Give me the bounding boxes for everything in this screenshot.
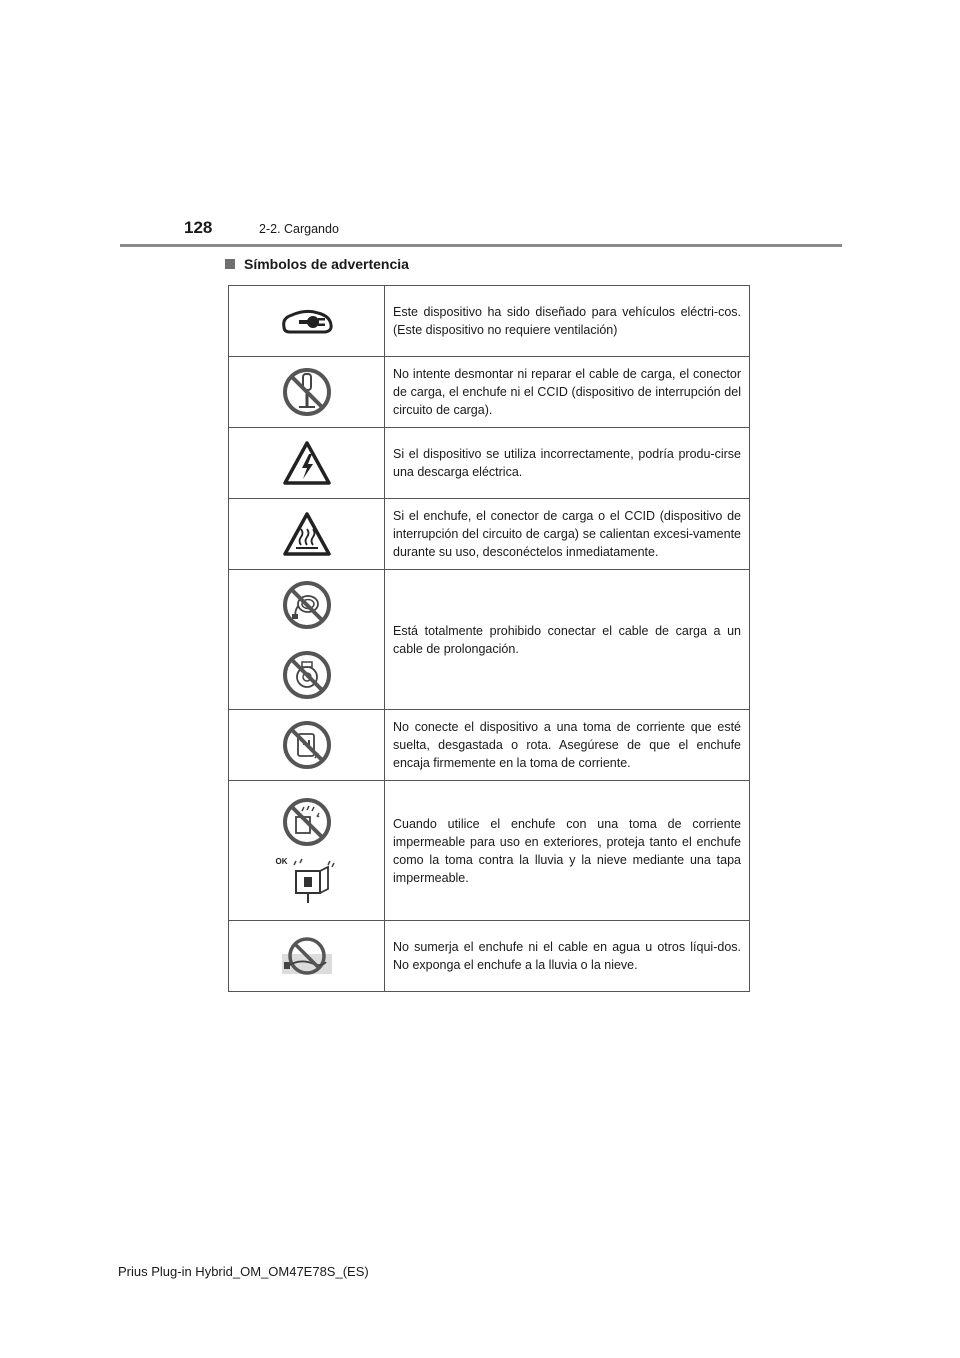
warning-symbols-table: [228, 285, 750, 992]
electric-vehicle-plug-icon: [278, 305, 336, 337]
no-extension-reel-icon: [282, 650, 332, 700]
ok-weatherproof-group: [276, 855, 338, 905]
icon-cell: [229, 781, 385, 921]
electric-shock-warning-icon: [282, 440, 332, 486]
hot-surface-warning-icon: [282, 511, 332, 557]
warning-symbols-heading: [225, 256, 409, 272]
warning-text: No sumerja el enchufe ni el cable en agua u otros líqui-dos. No exponga el enchufe a la lluvia o la nieve.: [385, 921, 750, 992]
no-loose-outlet-icon: [282, 720, 332, 770]
warning-text: Está totalmente prohibido conectar el cable de carga a un cable de prolongación.: [385, 570, 750, 710]
no-submerge-icon: [280, 936, 334, 976]
document-footer: Prius Plug-in Hybrid_OM_OM47E78S_(ES): [118, 1264, 369, 1279]
warning-text: Si el enchufe, el conector de carga o el CCID (dispositivo de interrupción del circuito de carga) se calientan excesi-vamente durante su uso, desconéctelos inmediatamente.: [385, 499, 750, 570]
heading-text: Símbolos de advertencia: [244, 256, 409, 272]
header-rule: [120, 244, 842, 247]
table-row: [229, 286, 750, 357]
warning-text: No conecte el dispositivo a una toma de corriente que esté suelta, desgastada o rota. Asegúrese de que el enchufe encaja firmemente en la toma de corriente.: [385, 710, 750, 781]
table-row: [229, 499, 750, 570]
weatherproof-cover-icon: [290, 855, 338, 905]
warning-text: Este dispositivo ha sido diseñado para vehículos eléctri-cos. (Este dispositivo no requiere ventilación): [385, 286, 750, 357]
ok-label: OK: [275, 856, 288, 866]
no-disassembly-screwdriver-icon: [282, 367, 332, 417]
table-row: [229, 428, 750, 499]
icon-cell: [229, 357, 385, 428]
table-row: [229, 357, 750, 428]
table-row: [229, 710, 750, 781]
table-row: [229, 921, 750, 992]
icon-cell: [229, 570, 385, 710]
page-number: 128: [184, 218, 213, 237]
no-extension-cord-icon: [282, 580, 332, 630]
icon-cell: [229, 499, 385, 570]
warning-text: Cuando utilice el enchufe con una toma de corriente impermeable para uso en exteriores, proteja tanto el enchufe como la toma contra la lluvia y la nieve mediante una tapa impermeable.: [385, 781, 750, 921]
icon-cell: [229, 921, 385, 992]
no-uncovered-outlet-rain-icon: [282, 797, 332, 847]
warning-text: No intente desmontar ni reparar el cable de carga, el conector de carga, el enchufe ni el CCID (dispositivo de interrupción del circuito de carga).: [385, 357, 750, 428]
icon-cell: [229, 710, 385, 781]
icon-cell: [229, 428, 385, 499]
table-row: [229, 570, 750, 710]
table-row: [229, 781, 750, 921]
heading-bullet-icon: [225, 259, 235, 269]
warning-text: Si el dispositivo se utiliza incorrectamente, podría produ-cirse una descarga eléctrica.: [385, 428, 750, 499]
section-title: 2-2. Cargando: [259, 222, 339, 236]
icon-cell: [229, 286, 385, 357]
